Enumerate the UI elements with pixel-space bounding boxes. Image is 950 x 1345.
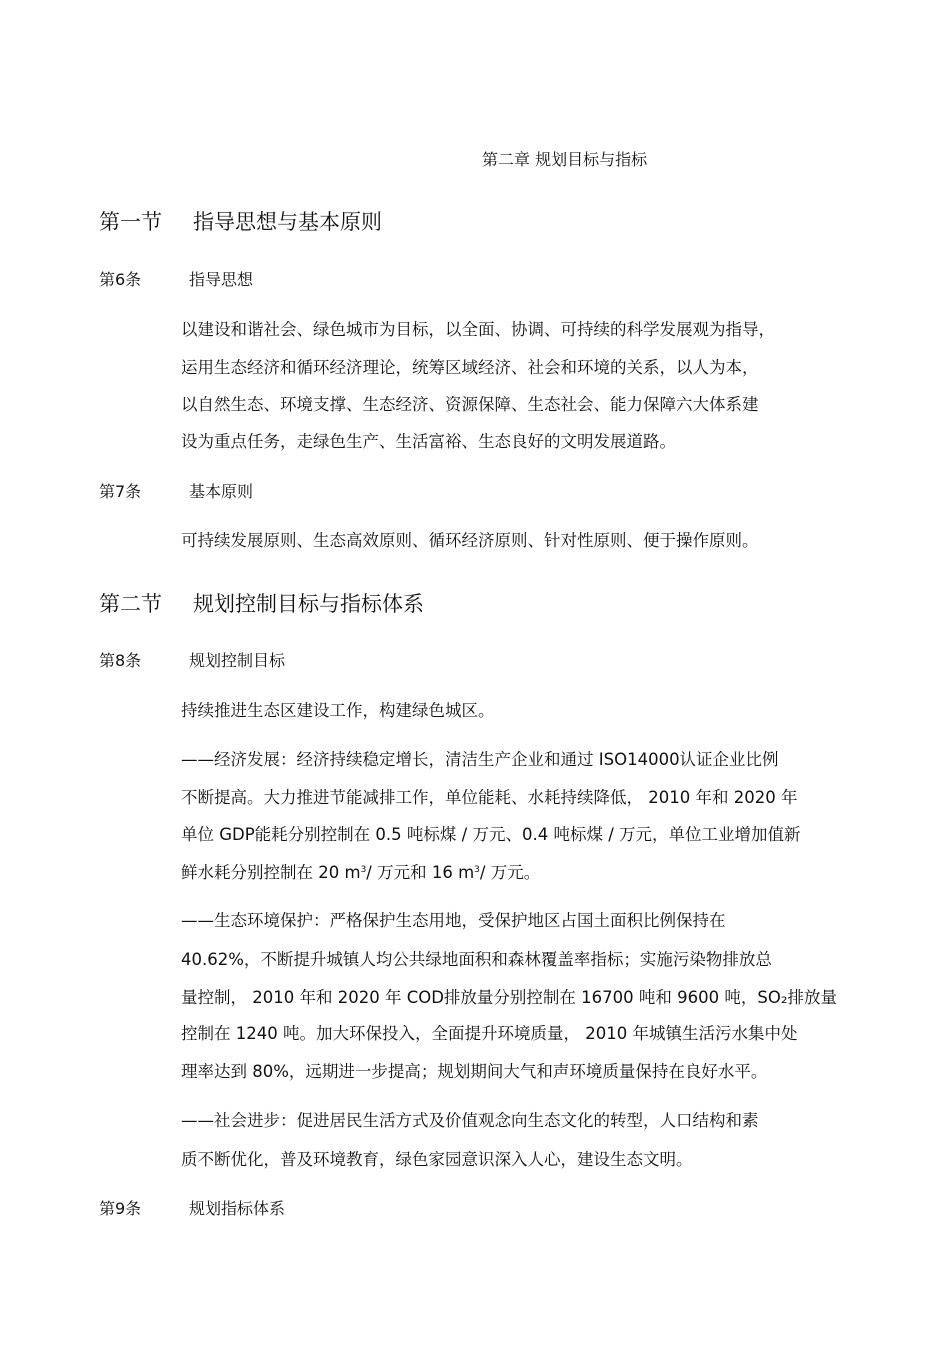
paragraph-line: 以建设和谐社会、绿色城市为目标，以全面、协调、可持续的科学发展观为指导，	[181, 320, 775, 339]
article-title: 指导思想	[189, 270, 254, 289]
text-run: / 万元和 16 m	[366, 863, 475, 882]
section-title: 规划控制目标与指标体系	[193, 592, 424, 616]
paragraph-line	[181, 859, 540, 883]
paragraph-line: ——经济发展：经济持续稳定增长，清洁生产企业和通过 ISO14000认证企业比例	[181, 750, 779, 769]
paragraph-line: 理率达到 80%，远期进一步提高；规划期间大气和声环境质量保持在良好水平。	[181, 1062, 768, 1081]
section-title: 指导思想与基本原则	[193, 210, 382, 234]
article-number: 第7条	[99, 482, 142, 501]
paragraph-line: 持续推进生态区建设工作，构建绿色城区。	[181, 701, 495, 720]
section-label: 第一节	[99, 210, 162, 234]
article-heading	[99, 648, 285, 671]
paragraph-line: 控制在 1240 吨。加大环保投入，全面提升环境质量， 2010 年城镇生活污水集中处	[181, 1024, 798, 1043]
article-number: 第6条	[99, 270, 142, 289]
paragraph-line: 单位 GDP能耗分别控制在 0.5 吨标煤 / 万元、0.4 吨标煤 / 万元，单位工业增加值新	[181, 825, 801, 844]
article-title: 规划指标体系	[189, 1199, 286, 1218]
section-heading	[99, 206, 382, 236]
paragraph-line: 不断提高。大力推进节能减排工作，单位能耗、水耗持续降低， 2010 年和 2020 年	[181, 788, 798, 807]
section-label: 第二节	[99, 592, 162, 616]
article-heading	[99, 1196, 285, 1219]
paragraph-line: 设为重点任务，走绿色生产、生活富裕、生态良好的文明发展道路。	[181, 432, 676, 451]
paragraph-line: 量控制， 2010 年和 2020 年 COD排放量分别控制在 16700 吨和 9600 吨，SO₂排放量	[181, 988, 837, 1007]
superscript: 3	[474, 865, 480, 875]
article-number: 第9条	[99, 1199, 142, 1218]
paragraph-line: 40.62%，不断提升城镇人均公共绿地面积和森林覆盖率指标；实施污染物排放总	[181, 950, 772, 969]
paragraph-line: 质不断优化，普及环境教育，绿色家园意识深入人心，建设生态文明。	[181, 1150, 693, 1169]
paragraph-line: 运用生态经济和循环经济理论，统筹区域经济、社会和环境的关系，以人为本，	[181, 358, 759, 377]
text-run: 鲜水耗分别控制在 20 m	[181, 863, 361, 882]
paragraph-line: 以自然生态、环境支撑、生态经济、资源保障、生态社会、能力保障六大体系建	[181, 395, 759, 414]
article-heading	[99, 479, 253, 502]
article-title: 基本原则	[189, 482, 254, 501]
section-heading	[99, 588, 424, 618]
article-heading	[99, 267, 253, 290]
article-number: 第8条	[99, 651, 142, 670]
article-title: 规划控制目标	[189, 651, 286, 670]
paragraph-line: ——社会进步：促进居民生活方式及价值观念向生态文化的转型，人口结构和素	[181, 1111, 759, 1130]
superscript: 3	[360, 865, 367, 875]
paragraph-line: 可持续发展原则、生态高效原则、循环经济原则、针对性原则、便于操作原则。	[181, 531, 759, 550]
chapter-title: 第二章 规划目标与指标	[482, 150, 648, 169]
paragraph-line: ——生态环境保护：严格保护生态用地，受保护地区占国土面积比例保持在	[181, 911, 726, 930]
text-run: / 万元。	[479, 863, 541, 882]
